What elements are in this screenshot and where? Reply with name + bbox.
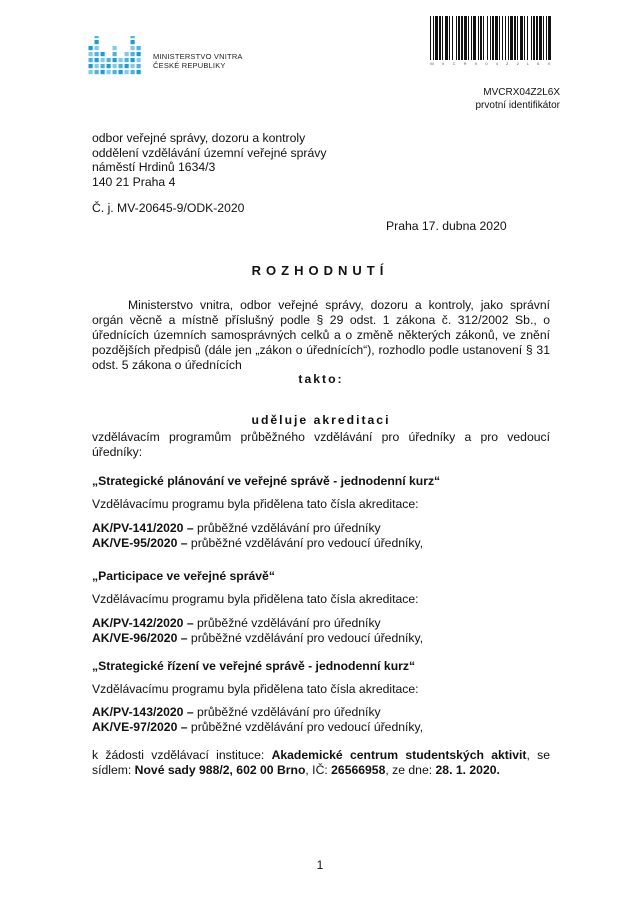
program-title: „Strategické řízení ve veřejné správě - jednodenní kurz“ [92,659,416,673]
barcode-icon [428,16,556,60]
accreditation-line [92,536,550,551]
page-number: 1 [316,858,324,872]
accreditation-line [92,705,550,720]
address-line: odbor veřejné správy, dozoru a kontroly [92,131,306,145]
accreditation-line [92,631,550,646]
takto-label: takto: [298,372,344,386]
closing-text: , IČ: [305,763,332,777]
accreditation-code: AK/PV-141/2020 – [92,521,194,535]
closing-text: , se sídlem: [92,748,551,777]
institution-name: Akademické centrum studentských aktivit [271,748,527,762]
institution-seat: Nové sady 988/2, 602 00 Brno [134,763,306,777]
address-line: 140 21 Praha 4 [92,174,176,189]
identifier-label: prvotní identifikátor [475,100,560,111]
accreditation-desc: průběžné vzdělávání pro úředníky [193,705,381,719]
accreditation-line [92,521,550,536]
request-date: 28. 1. 2020. [435,763,500,777]
accreditation-desc: průběžné vzdělávání pro úředníky [193,616,381,630]
closing-paragraph [92,748,550,778]
ministry-logo-icon [88,36,144,76]
logo-line2: ČESKÉ REPUBLIKY [153,61,226,70]
logo-line1: MINISTERSTVO VNITRA [153,52,243,61]
accreditation-desc: průběžné vzdělávání pro úředníky [193,521,381,535]
accreditation-code: AK/PV-142/2020 – [92,616,194,630]
accreditation-code: AK/VE-96/2020 – [92,631,188,645]
accreditation-line [92,720,550,735]
sender-address [92,131,326,189]
accreditation-desc: průběžné vzdělávání pro vedoucí úředníky, [187,631,424,645]
accreditation-line [92,616,550,631]
accreditation-code: AK/VE-97/2020 – [92,720,188,734]
program-title: „Strategické plánování ve veřejné správě - jednodenní kurz“ [92,474,441,488]
reference-number: Č. j. MV-20645-9/ODK-2020 [92,201,245,215]
programs-intro: vzdělávacím programům průběžného vzdělávání pro úředníky a pro vedoucí úředníky: [92,430,550,459]
ministry-logo-text [153,52,243,70]
institution-ico: 26566958 [331,763,386,777]
document-date: Praha 17. dubna 2020 [386,219,507,233]
program-assigned-text: Vzdělávacímu programu byla přidělena tato čísla akreditace: [92,682,419,696]
program-assigned-text: Vzdělávacímu programu byla přidělena tato čísla akreditace: [92,592,419,606]
accreditation-desc: průběžné vzdělávání pro vedoucí úředníky, [187,720,424,734]
intro-paragraph: Ministerstvo vnitra, odbor veřejné správy, dozoru a kontroly, jako správní orgán věcně a místně příslušný podle § 29 odst. 1 zákona č. 312/2002 Sb., o úřednících územních samosprávných celků a o změně některých zákonů, ve znění pozdějších předpisů (dále jen „zákon o úřednících“), rozhodlo podle ustanovení § 31 odst. 5 zákona o úřednících [92,298,550,372]
accreditation-code: AK/PV-143/2020 – [92,705,194,719]
program-assigned-text: Vzdělávacímu programu byla přidělena tato čísla akreditace: [92,497,419,511]
barcode-digits: M V C R X 0 4 Z 2 L 6 X [430,61,554,66]
identifier-value: MVCRX04Z2L6X [483,87,560,98]
address-line: oddělení vzdělávání územní veřejné správy [92,145,327,160]
grant-statement: uděluje akreditaci [251,413,391,427]
document-title: ROZHODNUTÍ [251,263,389,278]
accreditation-desc: průběžné vzdělávání pro vedoucí úředníky, [187,536,424,550]
closing-text: k žádosti vzdělávací instituce: [92,748,272,762]
program-title: „Participace ve veřejné správě“ [92,569,275,583]
address-line: náměstí Hrdinů 1634/3 [92,160,216,174]
accreditation-code: AK/VE-95/2020 – [92,536,188,550]
closing-text: , ze dne: [385,763,436,777]
identifier-block [420,86,560,112]
